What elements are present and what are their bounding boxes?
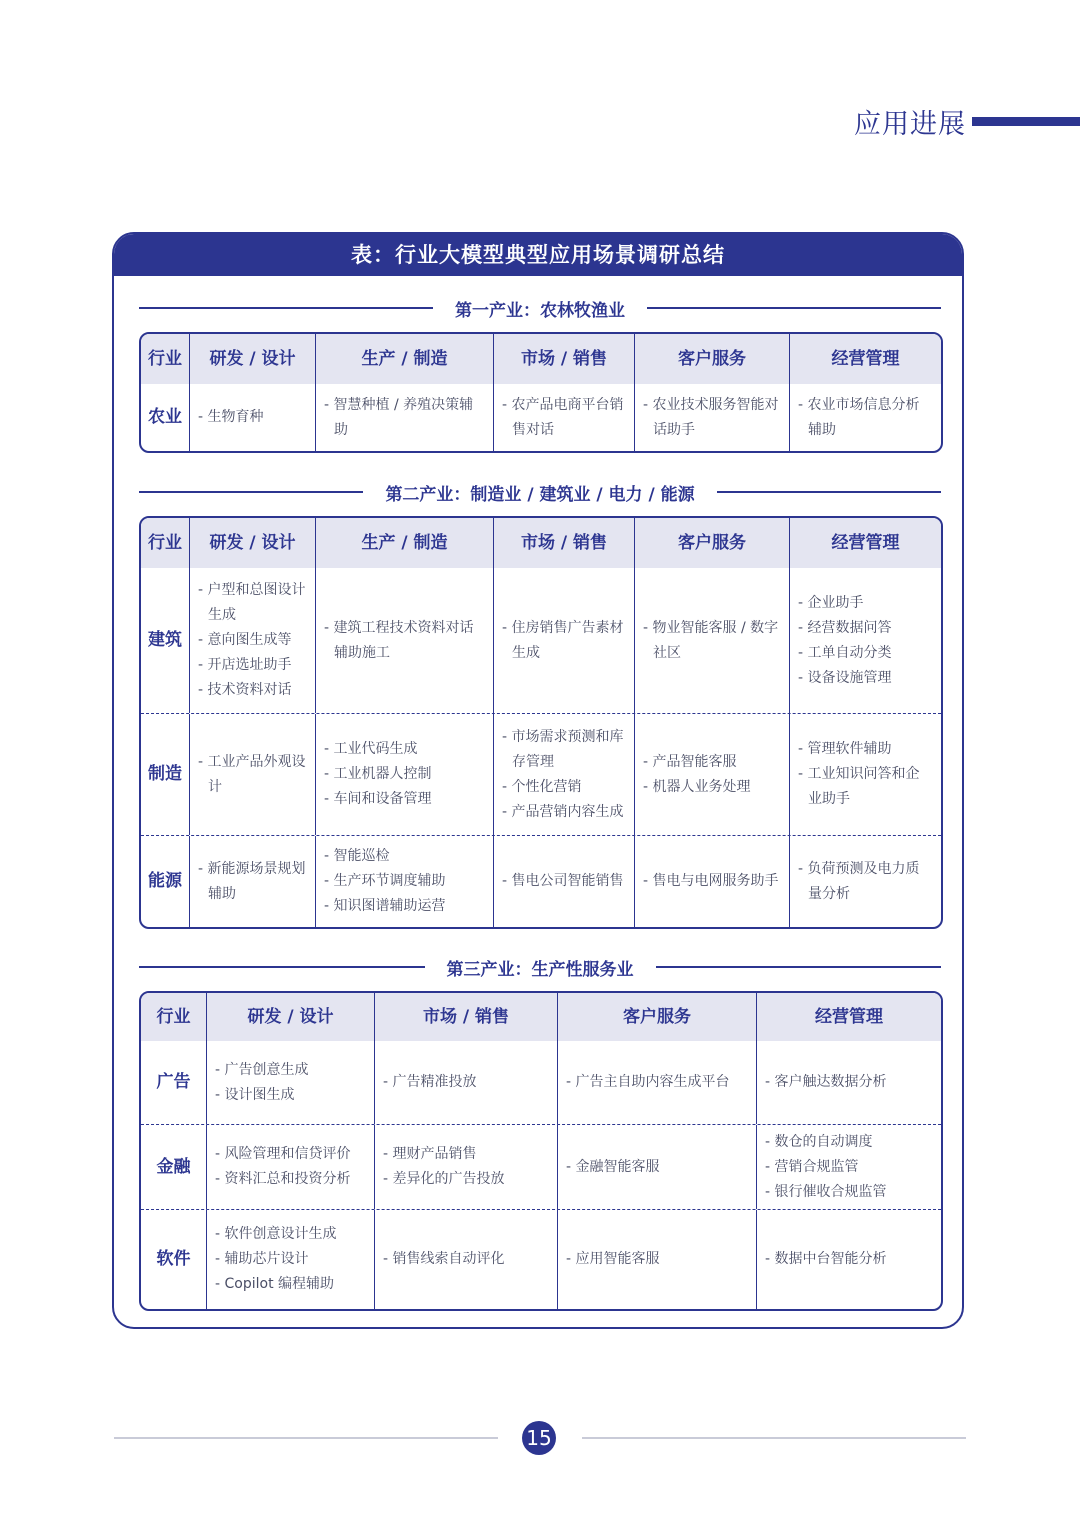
table-row (141, 1124, 941, 1209)
table-cell (493, 714, 634, 835)
divider-line (139, 491, 363, 493)
table-cell (189, 836, 315, 927)
column-header: 经营管理 (756, 993, 941, 1041)
cell-item: - 新能源场景规划辅助 (198, 860, 306, 902)
table-cell (789, 714, 941, 835)
table-cell (189, 384, 315, 451)
cell-item: - 资料汇总和投资分析 (215, 1171, 351, 1187)
table-row (141, 835, 941, 927)
cell-item: - 广告主自助内容生成平台 (566, 1074, 730, 1090)
cell-item: - 机器人业务处理 (643, 778, 751, 795)
divider-line (656, 966, 942, 968)
cell-item: - 应用智能客服 (566, 1251, 660, 1267)
cell-item: - 银行催收合规监管 (765, 1183, 887, 1200)
cell-item: - 金融智能客服 (566, 1158, 660, 1175)
cell-item: - 农业技术服务智能对话助手 (643, 396, 779, 438)
table-cell (557, 1041, 756, 1124)
cell-item: - 市场需求预测和库存管理 (502, 728, 624, 770)
cell-item: - 智能巡检 (324, 848, 390, 864)
tertiary-industry-table (139, 991, 943, 1311)
column-header: 经营管理 (789, 334, 941, 384)
column-header: 经营管理 (789, 518, 941, 568)
section-title: 第三产业：生产性服务业 (446, 959, 634, 980)
cell-item: - 理财产品销售 (383, 1146, 477, 1162)
industry-label: 软件 (156, 1249, 191, 1269)
cell-item: - 客户触达数据分析 (765, 1074, 887, 1090)
cell-item: - 负荷预测及电力质量分析 (798, 860, 920, 902)
footer-line-left (114, 1437, 498, 1439)
column-header: 客户服务 (634, 518, 789, 568)
cell-item: - 个性化营销 (502, 778, 582, 795)
cell-item: - 经营数据问答 (798, 619, 892, 636)
table-row (141, 384, 941, 451)
cell-item: - 辅助芯片设计 (215, 1251, 309, 1267)
table-cell (789, 568, 941, 713)
cell-item: - 软件创意设计生成 (215, 1226, 337, 1242)
page-number: 15 (522, 1421, 556, 1455)
cell-item: - 产品营销内容生成 (502, 803, 624, 820)
table-cell (634, 836, 789, 927)
cell-item: - 产品智能客服 (643, 753, 737, 770)
section-title: 第一产业：农林牧渔业 (455, 300, 625, 321)
cell-item: - 数仓的自动调度 (765, 1133, 873, 1150)
table-cell (634, 384, 789, 451)
cell-item: - 差异化的广告投放 (383, 1171, 505, 1187)
card-title: 表：行业大模型典型应用场景调研总结 (114, 234, 962, 276)
cell-item: - 车间和设备管理 (324, 791, 432, 807)
column-header: 生产 / 制造 (315, 334, 493, 384)
column-header: 行业 (148, 532, 182, 553)
column-header: 市场 / 销售 (493, 518, 634, 568)
table-cell (789, 384, 941, 451)
column-header: 客户服务 (557, 993, 756, 1041)
column-header: 研发 / 设计 (189, 334, 315, 384)
cell-item: - 工单自动分类 (798, 644, 892, 661)
cell-item: - 售电与电网服务助手 (643, 873, 779, 889)
secondary-industry-table (139, 516, 943, 929)
cell-item: - 设备设施管理 (798, 669, 892, 686)
cell-item: - Copilot 编程辅助 (215, 1276, 335, 1292)
cell-item: - 数据中台智能分析 (765, 1251, 887, 1267)
table-cell (374, 1125, 557, 1209)
column-header: 行业 (156, 1006, 191, 1027)
section-title: 第二产业：制造业 / 建筑业 / 电力 / 能源 (385, 484, 695, 505)
cell-item: - 广告精准投放 (383, 1074, 477, 1090)
column-header: 市场 / 销售 (493, 334, 634, 384)
table-row (141, 568, 941, 713)
table-cell (189, 568, 315, 713)
cell-item: - 农产品电商平台销售对话 (502, 396, 624, 438)
cell-item: - 生产环节调度辅助 (324, 873, 446, 889)
table-row (141, 713, 941, 835)
industry-label: 制造 (148, 764, 182, 784)
cell-item: - 知识图谱辅助运营 (324, 898, 446, 914)
table-cell (315, 714, 493, 835)
cell-item: - 意向图生成等 (198, 632, 292, 648)
table-cell (374, 1210, 557, 1309)
column-header: 市场 / 销售 (374, 993, 557, 1041)
table-header-row (141, 334, 941, 384)
table-cell (206, 1125, 374, 1209)
industry-label: 能源 (148, 871, 182, 891)
table-cell (756, 1041, 941, 1124)
cell-item: - 工业知识问答和企业助手 (798, 766, 920, 807)
table-cell (756, 1125, 941, 1209)
column-header: 研发 / 设计 (189, 518, 315, 568)
cell-item: - 销售线索自动评化 (383, 1251, 505, 1267)
divider-line (647, 307, 941, 309)
cell-item: - 物业智能客服 / 数字社区 (643, 619, 779, 661)
table-cell (789, 836, 941, 927)
table-cell (374, 1041, 557, 1124)
industry-label: 农业 (148, 407, 182, 427)
table-cell (756, 1210, 941, 1309)
cell-item: - 企业助手 (798, 594, 864, 611)
table-cell (557, 1125, 756, 1209)
table-cell (315, 384, 493, 451)
cell-item: - 技术资料对话 (198, 682, 292, 698)
table-row (141, 1209, 941, 1309)
header-accent-bar (972, 117, 1080, 126)
divider-line (717, 491, 941, 493)
table-cell (493, 568, 634, 713)
table-cell (634, 568, 789, 713)
header-title: 应用进展 (854, 109, 966, 140)
cell-item: - 生物育种 (198, 409, 264, 425)
cell-item: - 智慧种植 / 养殖决策辅助 (324, 396, 474, 438)
primary-industry-table (139, 332, 943, 453)
column-header: 研发 / 设计 (206, 993, 374, 1041)
section-tertiary-heading (139, 955, 941, 979)
column-header: 生产 / 制造 (315, 518, 493, 568)
cell-item: - 广告创意生成 (215, 1061, 309, 1078)
cell-item: - 开店选址助手 (198, 657, 292, 673)
cell-item: - 售电公司智能销售 (502, 873, 624, 889)
cell-item: - 工业代码生成 (324, 741, 418, 757)
table-header-row (141, 518, 941, 568)
cell-item: - 设计图生成 (215, 1086, 295, 1103)
cell-item: - 风险管理和信贷评价 (215, 1146, 351, 1162)
divider-line (139, 966, 425, 968)
cell-item: - 住房销售广告素材生成 (502, 619, 624, 661)
cell-item: - 农业市场信息分析辅助 (798, 396, 920, 438)
cell-item: - 建筑工程技术资料对话辅助施工 (324, 619, 474, 661)
industry-label: 广告 (156, 1072, 191, 1092)
cell-item: - 工业产品外观设计 (198, 753, 306, 795)
industry-label: 金融 (156, 1156, 191, 1177)
summary-card (112, 232, 964, 1329)
table-cell (206, 1041, 374, 1124)
table-cell (315, 836, 493, 927)
industry-label: 建筑 (148, 630, 182, 650)
footer-line-right (582, 1437, 966, 1439)
table-header-row (141, 993, 941, 1041)
table-cell (634, 714, 789, 835)
cell-item: - 管理软件辅助 (798, 741, 892, 757)
cell-item: - 工业机器人控制 (324, 766, 432, 782)
section-primary-heading (139, 296, 941, 320)
table-cell (493, 384, 634, 451)
section-secondary-heading (139, 480, 941, 504)
cell-item: - 户型和总图设计生成 (198, 582, 306, 623)
column-header: 客户服务 (634, 334, 789, 384)
table-cell (206, 1210, 374, 1309)
table-cell (315, 568, 493, 713)
column-header: 行业 (148, 348, 182, 369)
cell-item: - 营销合规监管 (765, 1158, 859, 1175)
table-cell (557, 1210, 756, 1309)
divider-line (139, 307, 433, 309)
table-cell (493, 836, 634, 927)
table-cell (189, 714, 315, 835)
table-row (141, 1041, 941, 1124)
